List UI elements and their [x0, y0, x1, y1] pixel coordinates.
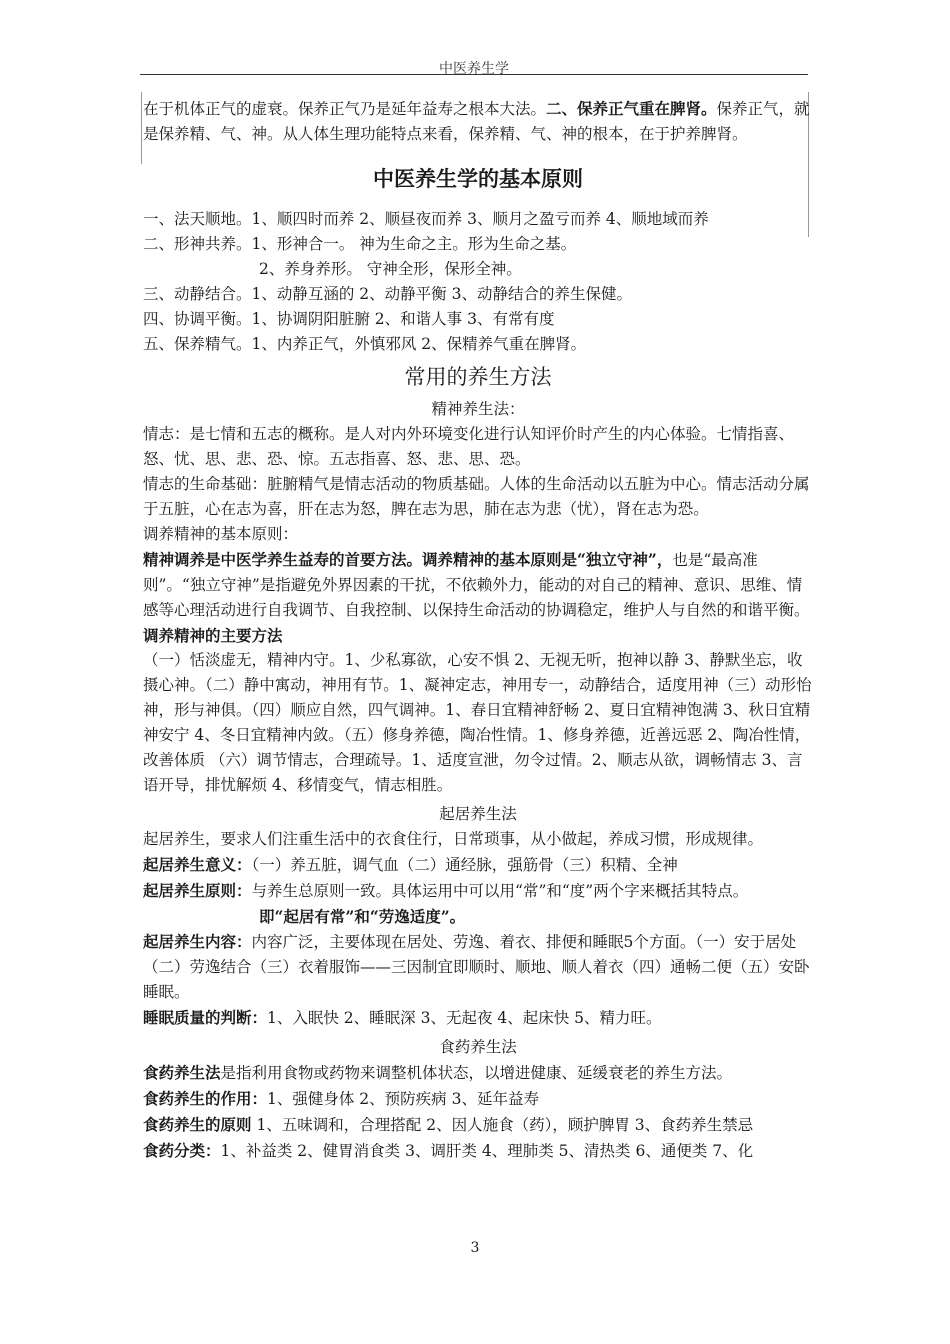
diet-categories: 食药分类：1、补益类 2、健胃消食类 3、调肝类 4、理肺类 5、清热类 6、通便类 7、化 — [143, 1141, 754, 1160]
living-paragraph: 起居养生，要求人们注重生活中的衣食住行，日常琐事，从小做起，养成习惯，形成规律。 — [143, 830, 764, 848]
spirit-paragraph: 情志：是七情和五志的概称。是人对内外环境变化进行认知评价时产生的内心体验。七情指喜、怒、忧、思、悲、恐、惊。五志指喜、怒、悲、思、恐。 — [143, 425, 795, 468]
sleep-quality: 睡眠质量的判断：1、入眠快 2、睡眠深 3、无起夜 4、起床快 5、精力旺。 — [143, 1008, 662, 1027]
header-rule — [140, 74, 808, 75]
subsection-title-spirit: 精神养生法： — [431, 400, 525, 418]
principle-line: 一、法天顺地。1、顺四时而养 2、顺昼夜而养 3、顺月之盈亏而养 4、顺地域而养 — [143, 210, 709, 228]
intro-paragraph: 在于机体正气的虚衰。保养正气乃是延年益寿之根本大法。二、保养正气重在脾肾。保养正气，就是保养精、气、神。从人体生理功能特点来看，保养精、气、神的根本，在于护养脾肾。 — [143, 99, 810, 143]
living-principle-summary: 即“起居有常”和“劳逸适度”。 — [259, 907, 466, 926]
diet-definition: 食药养生法是指利用食物或药物来调整机体状态，以增进健康、延缓衰老的养生方法。 — [143, 1063, 733, 1082]
spirit-principle-paragraph: 精神调养是中医学养生益寿的首要方法。调养精神的基本原则是“独立守神”，也是“最高准则”。“独立守神”是指避免外界因素的干扰，不依赖外力，能动的对自己的精神、意识、思维、情感等心理活动进行自我调节、自我控制、以保持生命活动的协调稳定，维护人与自然的和谐平衡。 — [143, 550, 810, 619]
principle-line: 二、形神共养。1、形神合一。 神为生命之主。形为生命之基。 — [143, 235, 577, 253]
spirit-paragraph: 调养精神的基本原则： — [143, 525, 299, 543]
diet-principles: 食药养生的原则 1、五味调和，合理搭配 2、因人施食（药），顾护脾胃 3、食药养生禁忌 — [143, 1115, 754, 1134]
principle-line: 四、协调平衡。1、协调阴阳脏腑 2、和谐人事 3、有常有度 — [143, 310, 555, 328]
spirit-methods-paragraph: （一）恬淡虚无，精神内守。1、少私寡欲，心安不惧 2、无视无听，抱神以静 3、静默坐忘，收摄心神。（二）静中寓动，神用有节。1、凝神定志，神用专一，动静结合，适度用神（三）动形怡神，形与神俱。（四）顺应自然，四气调神。1、春日宜精神舒畅 2、夏日宜精神饱满 3、秋日宜精神安宁 4、冬日宜精神内敛。（五）修身养德，陶冶性情。1、修身养德，近善远恶 2、陶冶性情，改善体质 （六）调节情志，合理疏导。1、适度宣泄，勿令过情。2、顺志从欲，调畅情志 3、言语开导，排忧解烦 4、移情变气，情志相胜。 — [143, 651, 812, 794]
principle-line: 三、动静结合。1、动静互涵的 2、动静平衡 3、动静结合的养生保健。 — [143, 285, 632, 303]
page-number: 3 — [470, 1240, 480, 1256]
living-meaning: 起居养生意义：（一）养五脏，调气血（二）通经脉，强筋骨（三）积精、全神 — [143, 855, 678, 874]
page-header: 中医养生学 — [439, 61, 509, 77]
spirit-methods-heading: 调养精神的主要方法 — [143, 626, 283, 645]
section-title-methods: 常用的养生方法 — [404, 365, 552, 389]
frame-line-left — [141, 92, 142, 164]
principle-line: 2、养身养形。 守神全形，保形全神。 — [259, 260, 522, 278]
spirit-paragraph: 情志的生命基础：脏腑精气是情志活动的物质基础。人体的生命活动以五脏为中心。情志活动分属于五脏，心在志为喜，肝在志为怒，脾在志为思，肺在志为悲（忧），肾在志为恐。 — [143, 475, 810, 518]
subsection-title-diet: 食药养生法 — [439, 1038, 517, 1056]
living-principle: 起居养生原则：与养生总原则一致。具体运用中可以用“常”和“度”两个字来概括其特点。 — [143, 881, 749, 900]
diet-effects: 食药养生的作用：1、强健身体 2、预防疾病 3、延年益寿 — [143, 1089, 539, 1108]
section-title-principles: 中医养生学的基本原则 — [373, 166, 583, 191]
document-body — [143, 96, 813, 1164]
principle-line: 五、保养精气。1、内养正气，外慎邪风 2、保精养气重在脾肾。 — [143, 335, 587, 353]
living-content: 起居养生内容：内容广泛，主要体现在居处、劳逸、着衣、排便和睡眠5个方面。（一）安于居处（二）劳逸结合（三）衣着服饰——三因制宜即顺时、顺地、顺人着衣（四）通畅二便（五）安卧睡眠。 — [143, 932, 810, 1001]
subsection-title-living: 起居养生法 — [439, 805, 517, 823]
